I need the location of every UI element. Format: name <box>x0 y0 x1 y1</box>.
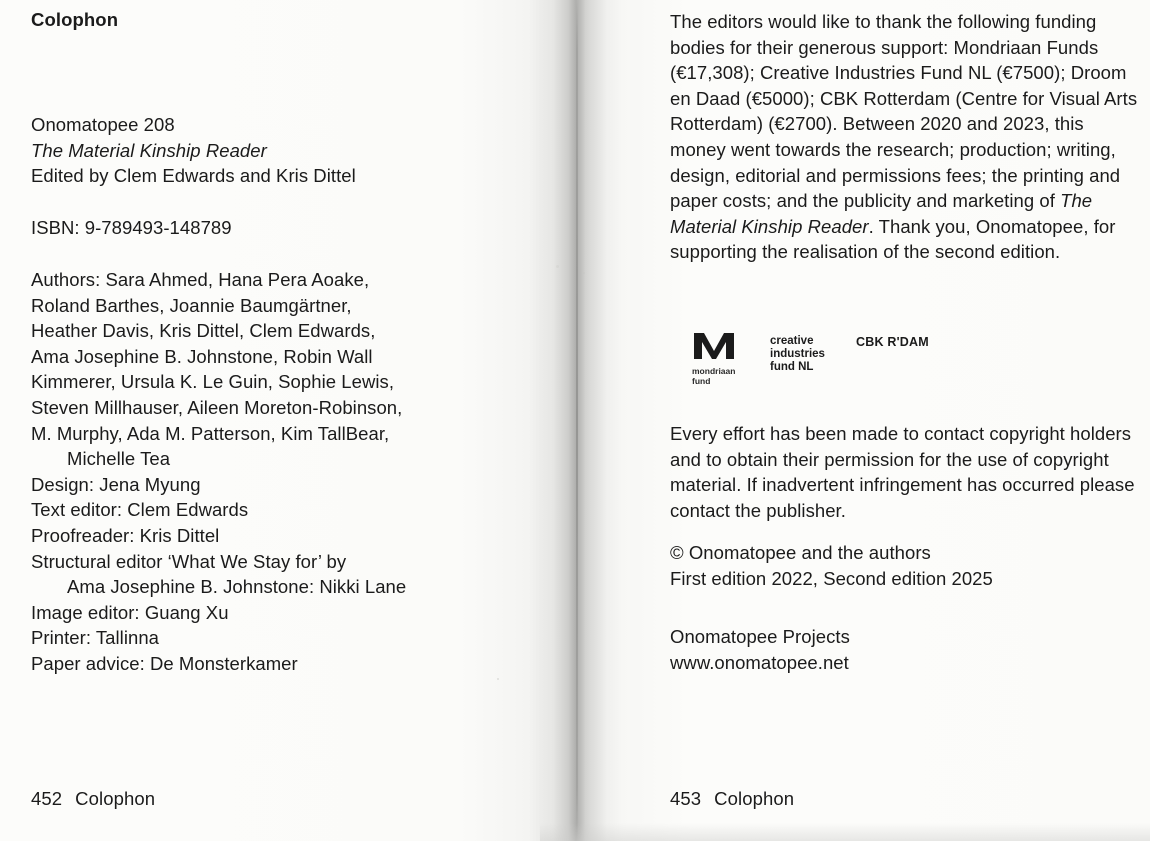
funding-text-part1: The editors would like to thank the following funding bodies for their generous support: Mondriaan Funds (€17,308); Creative Industries Fund NL (€7500); Droom en Daad (€5000); CBK Rotterdam (Centre for Visual Arts Rotterdam) (€2700). Between 2020 and 2023, this money went towards the research; production; writing, design, editorial and permissions fees; the printing and paper costs; and the publicity and marketing of <box>670 11 1138 212</box>
credit-proofreader: Proofreader: Kris Dittel <box>31 524 220 546</box>
credit-structural-editor: Structural editor ‘What We Stay for’ by <box>31 550 347 572</box>
authors-line-7 <box>31 446 511 472</box>
cif-line-2: industries <box>770 348 825 361</box>
authors-text-0: Sara Ahmed, Hana Pera Aoake, <box>105 269 370 290</box>
mondriaan-m-icon <box>692 331 748 361</box>
funding-acknowledgement <box>670 9 1140 265</box>
authors-line-6: M. Murphy, Ada M. Patterson, Kim TallBear, <box>31 422 390 444</box>
book-gutter <box>528 0 624 841</box>
authors-line-2: Heather Davis, Kris Dittel, Clem Edwards, <box>31 320 376 342</box>
funding-text-part2: . Thank you, Onomatopee, for supporting the realisation of the second edition. <box>670 215 1116 263</box>
right-page <box>624 0 1150 841</box>
credit-text-editor: Text editor: Clem Edwards <box>31 499 249 521</box>
credit-design: Design: Jena Myung <box>31 473 201 495</box>
credit-image-editor: Image editor: Guang Xu <box>31 601 229 623</box>
folio-left <box>31 788 155 810</box>
book-title: The Material Kinship Reader <box>31 139 267 161</box>
mondriaan-caption: mondriaan fund <box>692 366 736 386</box>
folio-number: 452 <box>31 788 63 809</box>
cbk-rotterdam-logo: CBK R'DAM <box>856 335 929 349</box>
publisher-block <box>670 624 1140 675</box>
paper-speck <box>556 265 559 268</box>
mondriaan-fund-logo <box>692 331 748 386</box>
authors-last: Michelle Tea <box>67 448 171 470</box>
copyright-line: © Onomatopee and the authors <box>670 542 931 563</box>
page-title: Colophon <box>31 9 119 30</box>
funding-book-title: The Material Kinship Reader <box>670 190 1093 237</box>
cif-line-1: creative <box>770 335 814 347</box>
publisher-website: www.onomatopee.net <box>670 651 849 673</box>
paper-speck <box>583 272 585 274</box>
creative-industries-fund-logo <box>770 335 825 375</box>
cif-line-3: fund NL <box>770 361 814 374</box>
authors-line-3: Ama Josephine B. Johnstone, Robin Wall <box>31 345 373 367</box>
authors-line-0 <box>31 267 511 293</box>
authors-label: Authors: <box>31 269 106 290</box>
credit-printer: Printer: Tallinna <box>31 627 160 649</box>
credits-block <box>31 267 511 677</box>
edition-line: First edition 2022, Second edition 2025 <box>670 567 993 589</box>
publication-meta <box>31 112 501 189</box>
structural-editor-name: Ama Josephine B. Johnstone: Nikki Lane <box>67 576 407 598</box>
folio-label: Colophon <box>714 788 795 809</box>
folio-right <box>670 788 794 810</box>
authors-line-1: Roland Barthes, Joannie Baumgärtner, <box>31 294 352 316</box>
publisher-name: Onomatopee Projects <box>670 626 850 647</box>
funder-logos <box>670 327 1140 386</box>
folio-label: Colophon <box>75 788 156 809</box>
copyright-block <box>670 540 1140 591</box>
edited-by: Edited by Clem Edwards and Kris Dittel <box>31 165 356 187</box>
folio-number: 453 <box>670 788 702 809</box>
authors-line-5: Steven Millhauser, Aileen Moreton-Robinson, <box>31 396 403 418</box>
authors-line-4: Kimmerer, Ursula K. Le Guin, Sophie Lewis, <box>31 371 395 393</box>
credit-structural-editor-cont <box>31 574 511 600</box>
book-spine-line <box>576 0 578 841</box>
series-line: Onomatopee 208 <box>31 114 175 135</box>
copyright-effort-paragraph: Every effort has been made to contact copyright holders and to obtain their permission for the use of copyright material. If inadvertent infringement has occurred please contact the publisher. <box>670 423 1135 521</box>
isbn-line: ISBN: 9-789493-148789 <box>31 217 232 238</box>
credit-paper-advice: Paper advice: De Monsterkamer <box>31 652 298 674</box>
left-page <box>0 0 528 841</box>
